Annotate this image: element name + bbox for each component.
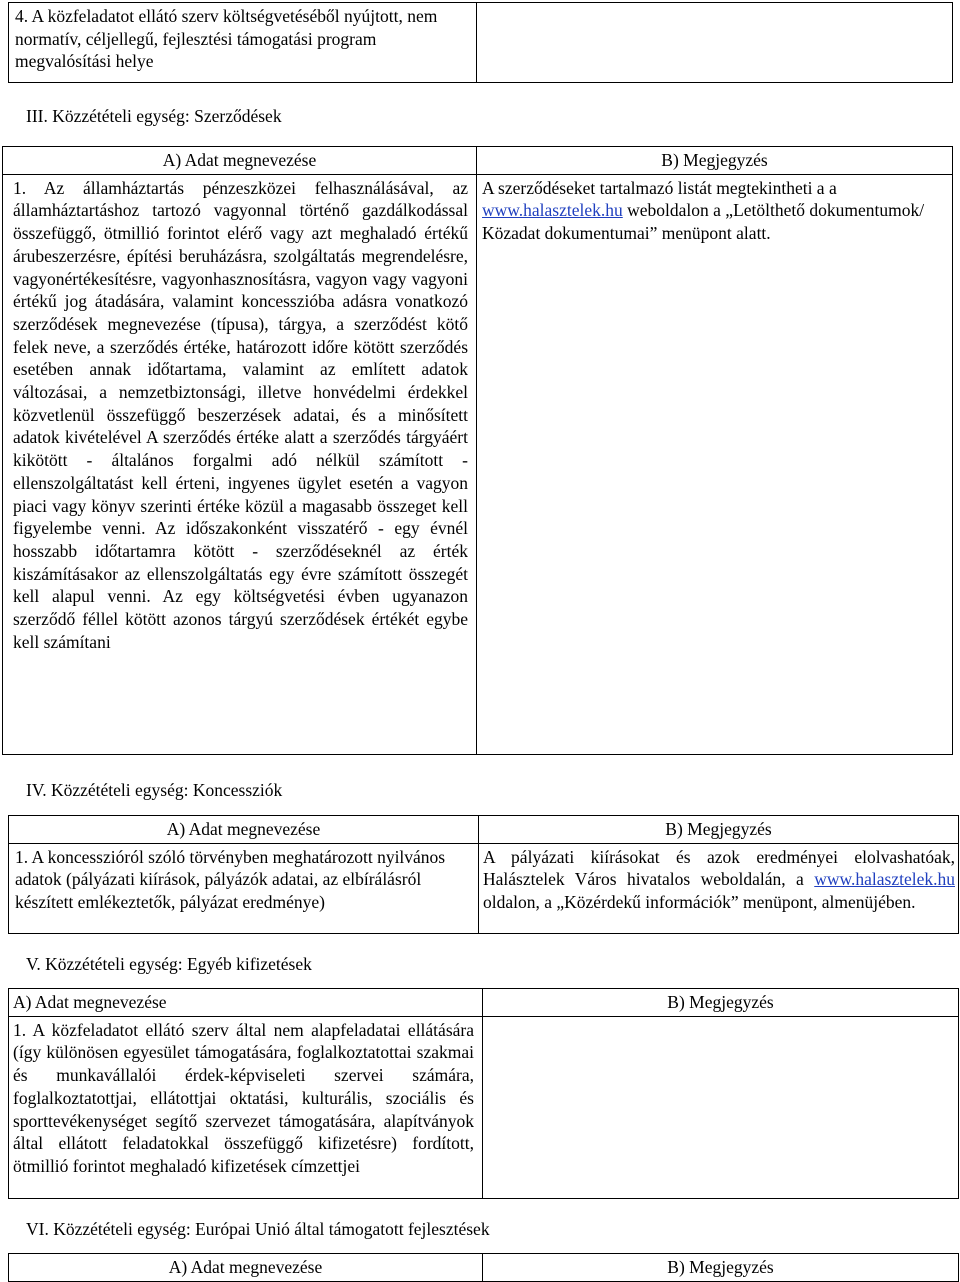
section6-col-a-header: A) Adat megnevezése xyxy=(9,1254,483,1282)
halasztelek-link[interactable]: www.halasztelek.hu xyxy=(482,200,623,221)
halasztelek-link-2[interactable]: www.halasztelek.hu xyxy=(814,869,955,890)
section3-item-text: 1. Az államháztartás pénzeszközei felhasználásával, az államháztartáshoz tartozó vagyonnal történő gazdálkodással összefüggő, ötmillió forintot elérő vagy azt meghaladó értékű árubeszerzésre, építési beruházásra, szolgáltatás megrendelésre, vagyonértékesítésre, vagyonhasznosításra, vagyon vagy vagyoni értékű jog átadására, valamint koncesszióba adásra vonatkozó szerződések megnevezése (típusa), tárgya, a szerződést kötő felek neve, a szerződés értéke, határozott időre kötött szerződés esetében annak időtartama, valamint az említett adatok változásai, a nemzetbiztonsági, illetve honvédelmi érdekkel közvetlenül összefüggő beszerzések adatai, és a minősített adatok kivételével A szerződés értéke alatt a szerződés tárgyáért kikötött - általános forgalmi adó nélkül számított - ellenszolgáltatást kell érteni, ingyenes ügylet esetén a vagyon piaci vagy könyv szerinti értéke közül a magasabb összeget kell figyelembe venni. Az időszakonként visszatérő - egy évnél hosszabb időtartamra kötött - szerződéseknél az érték kiszámításakor az ellenszolgáltatás egy évre számított összegét kell alapul venni. Az egy költségvetési évben ugyanazon szerződő féllel kötött azonos tárgyú szerződések értékét egybe kell számítani xyxy=(13,177,468,652)
section4-col-b-header: B) Megjegyzés xyxy=(479,816,959,844)
section5-note-cell xyxy=(483,1016,959,1198)
section5-col-b-header: B) Megjegyzés xyxy=(483,989,959,1017)
section4-note-text-end: oldalon, a „Közérdekű információk” menüpont, almenüjében. xyxy=(483,892,916,913)
section3-note-text-end: weboldalon a „Letölthető dokumentumok/ Közadat dokumentumai” menüpont alatt. xyxy=(482,200,925,244)
section4-title: IV. Közzétételi egység: Koncessziók xyxy=(26,780,283,800)
row4-note-cell xyxy=(477,3,953,83)
row4-item-cell xyxy=(9,3,477,83)
section3-col-b-header: B) Megjegyzés xyxy=(477,147,953,175)
section4-table xyxy=(8,815,959,934)
section5-col-a-header: A) Adat megnevezése xyxy=(9,989,483,1017)
section3-table xyxy=(2,146,953,755)
section4-note-text: A pályázati kiírásokat és azok eredményei elolvashatóak, Halásztelek Város hivatalos weboldalán, a xyxy=(483,846,955,890)
prev-section-table xyxy=(8,2,953,83)
section4-item-cell xyxy=(9,843,479,933)
section4-item-text: 1. A koncesszióról szóló törvényben meghatározott nyilvános adatok (pályázati kiírások, pályázók adatai, az elbírálásról készített emlékeztetők, pályázat eredménye) xyxy=(15,846,446,913)
section5-table xyxy=(8,988,959,1199)
section3-col-a-header: A) Adat megnevezése xyxy=(3,147,477,175)
section5-item-cell xyxy=(9,1016,483,1198)
section6-title: VI. Közzétételi egység: Európai Unió által támogatott fejlesztések xyxy=(26,1219,490,1239)
section3-title: III. Közzétételi egység: Szerződések xyxy=(26,106,282,126)
section3-item-cell xyxy=(3,174,477,754)
section4-note-cell xyxy=(479,843,959,933)
section4-col-a-header: A) Adat megnevezése xyxy=(9,816,479,844)
section3-note-text: A szerződéseket tartalmazó listát megtekintheti a a xyxy=(482,177,837,198)
section6-table xyxy=(8,1253,959,1282)
section6-col-b-header: B) Megjegyzés xyxy=(483,1254,959,1282)
row4-item-text: 4. A közfeladatot ellátó szerv költségvetéséből nyújtott, nem normatív, céljellegű, fejlesztési támogatási program megvalósítási helye xyxy=(15,6,438,72)
section5-title: V. Közzétételi egység: Egyéb kifizetések xyxy=(26,954,312,974)
section3-note-cell xyxy=(477,174,953,754)
section5-item-text: 1. A közfeladatot ellátó szerv által nem alapfeladatai ellátására (így különösen egyesület támogatására, foglalkoztatottai szakmai és munkavállalói érdek-képviseleti szervei számára, foglalkoztatottjai, ellátottjai oktatási, kulturális, szociális és sporttevékenységet segítő szervezet támogatására, alapítványok által ellátott feladatokkal összefüggő kifizetésre) fordított, ötmillió forintot meghaladó kifizetések címzettjei xyxy=(13,1019,474,1176)
